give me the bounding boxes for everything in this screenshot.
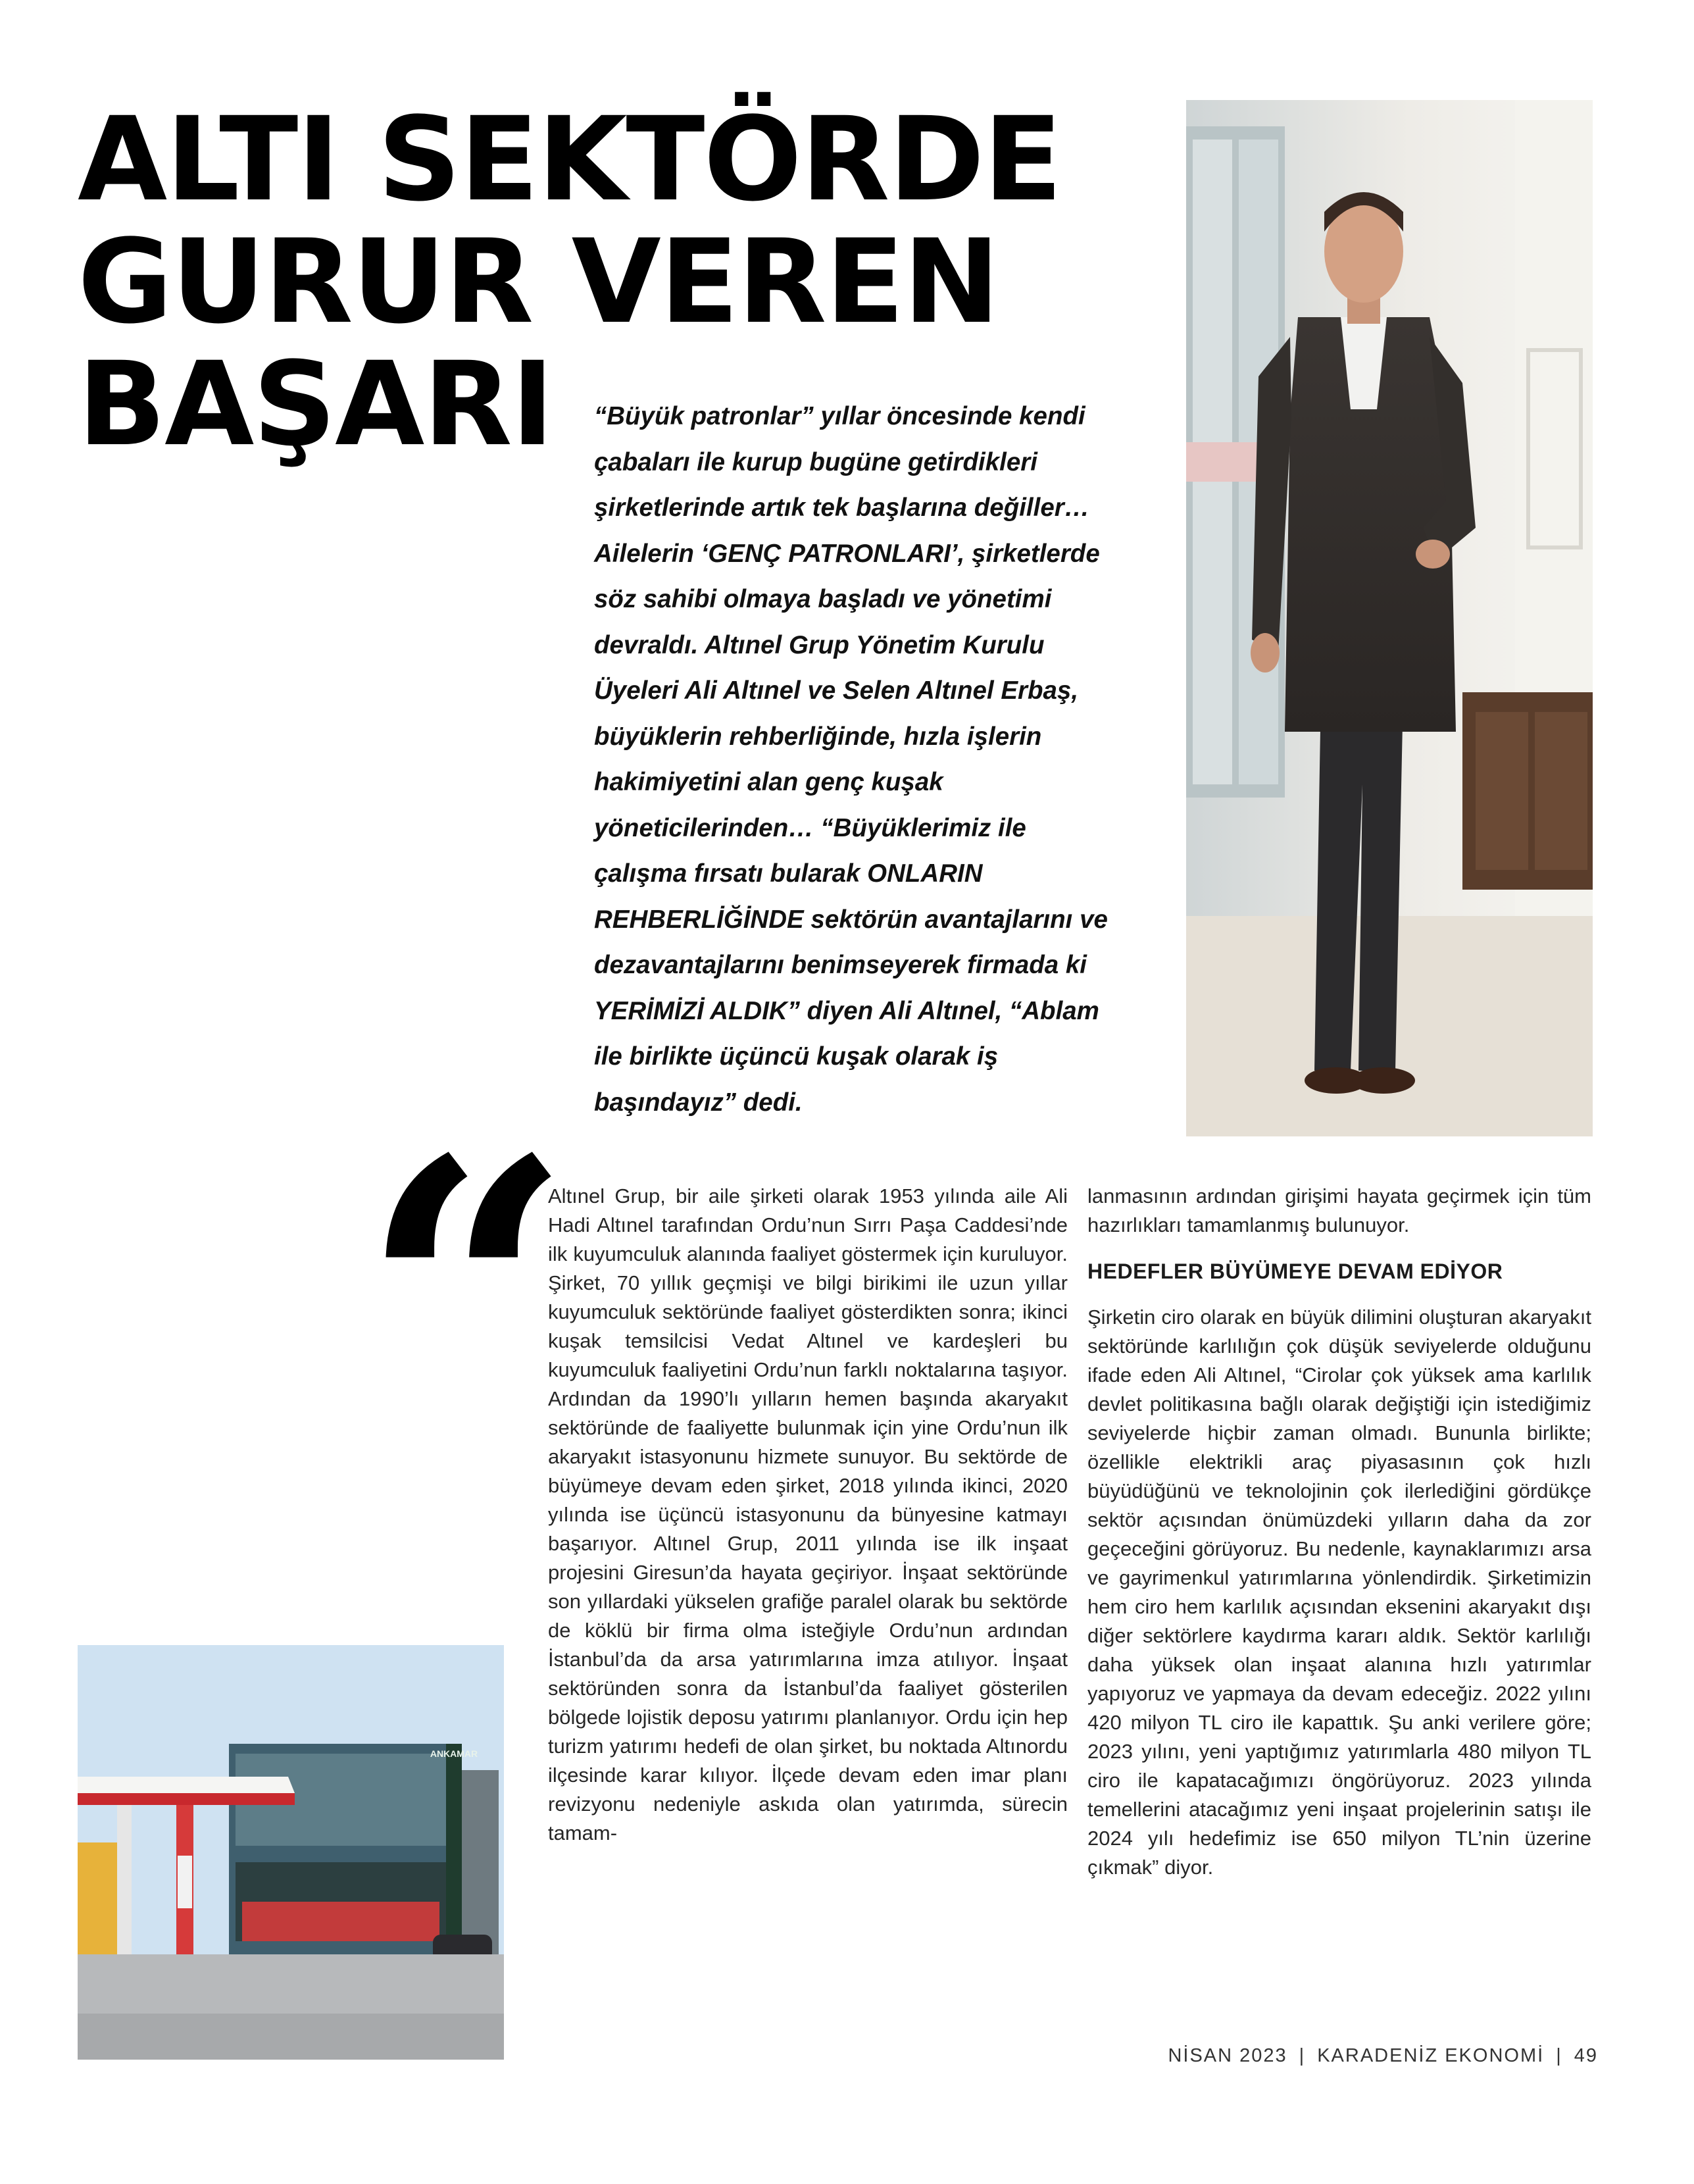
footer-separator: | [1556,2045,1562,2066]
gas-station-illustration [78,1645,504,2060]
body-column-1: Altınel Grup, bir aile şirketi olarak 1953 yılında aile Ali Hadi Altınel tarafından Ordu’nun Sırrı Paşa Caddesi’nde ilk kuyumculuk alanında faaliyet göstermek için kuruluyor. Şirket, 70 yıllık geçmişi ve bilgi birikimi ile uzun yıllar kuyumculuk sektöründe faaliyet gösterdikten sonra; ikinci kuşak temsilcisi Vedat Altınel ve kardeşleri bu kuyumculuk faaliyetini Ordu’nun farklı noktalarına taşıyor. Ardından da 1990’lı yılların hemen başında akaryakıt sektöründe de faaliyette bulunmak için yine Ordu’nun ilk akaryakıt istasyonunu hizmete sunuyor. Bu sektörde de büyümeye devam eden şirket, 2018 yılında ikinci, 2020 yılında ise üçüncü istasyonunu da bünyesine katmayı başarıyor. Altınel Grup, 2011 yılında ise ilk inşaat projesini Giresun’da hayata geçiriyor. İnşaat sektöründe son yıllardaki yükselen grafiğe paralel olarak bu sektörde de köklü bir firma olma isteğiyle Ordu’nun ardından İstanbul’da da arsa yatırımlarına imza atılıyor. İnşaat sektöründen sonra da İstanbul’da faaliyet gösterilen bölgede lojistik deposu yatırımı planlanıyor. Ordu için hep turizm yatırımı hedefi de olan şirket, bu noktada Altınordu ilçesinde karar kılıyor. İlçede devam eden imar planı revizyonu nedeniyle askıda olan yatırımda, sürecin tamam- [548,1184,1068,1844]
station-sign-text: ANKAMAR [430,1748,478,1759]
footer-separator: | [1299,2045,1306,2066]
body-column-2-continuation: lanmasının ardından girişimi hayata geçirmek için tüm hazırlıkları tamamlanmış bulunuyor. [1087,1184,1591,1236]
portrait-photo [1186,100,1593,1136]
article-intro: “Büyük patronlar” yıllar öncesinde kendi çabaları ile kurup bugüne getirdikleri şirketlerinde artık tek başlarına değiller… Ailelerin ‘GENÇ PATRONLARI’, şirketlerde söz sahibi olmaya başladı ve yönetimi devraldı. Altınel Grup Yönetim Kurulu Üyeleri Ali Altınel ve Selen Altınel Erbaş, büyüklerin rehberliğinde, hızla işlerin hakimiyetini alan genç kuşak yöneticilerinden… “Büyüklerimiz ile çalışma fırsatı bularak ONLARIN REHBERLİĞİNDE sektörün avantajlarını ve dezavantajlarını benimseyerek firmada ki YERİMİZİ ALDIK” diyen Ali Altınel, “Ablam ile birlikte üçüncü kuşak olarak iş başındayız” dedi. [594,402,1108,1117]
portrait-illustration [1186,100,1593,1136]
body-column-2-paragraph: Şirketin ciro olarak en büyük dilimini oluşturan akaryakıt sektöründe karlılığın çok düşük seviyelerde olduğunu ifade eden Ali Altınel, “Cirolar çok yüksek ama karlılık devlet politikasına bağlı olarak değiştiği için istediğimiz seviyelerde hiçbir zaman olmadı. Bununla birlikte; özellikle elektrikli araç piyasasının çok hızlı büyüdüğünü ve teknolojinin çok ilerlediğini gördükçe sektör açısından önümüzdeki yılların daha da zor geçeceğini görüyoruz. Bu nedenle, kaynaklarımızı arsa ve gayrimenkul yatırımlarına yönlendirdik. Şirketimizin hem ciro hem karlılık açısından eksenini akaryakıt dışı diğer sektörlere kaydırma kararı aldık. Sektör karlılığı daha yüksek olan inşaat alanına hızlı yatırımlar yapıyoruz ve yapmaya da devam edeceğiz. 2022 yılını 420 milyon TL ciro ile kapattık. Şu anki verilere göre; 2023 yılını, yeni yaptığımız yatırımlarla 480 milyon TL ciro ile kapatacağımızı öngörüyoruz. 2023 yılında temellerini atacağımız yeni inşaat projelerinin satışı ile 2024 yılı hedefimiz ise 650 milyon TL’nin üzerine çıkmak” diyor. [1087,1306,1591,1879]
section-subheading: HEDEFLER BÜYÜMEYE DEVAM EDİYOR [1087,1259,1503,1283]
gas-station-photo [78,1645,504,2060]
article-headline: ALTI SEKTÖRDE GURUR VEREN BAŞARI [78,92,1061,472]
body-column-2 [1087,1182,1591,1882]
footer-magazine: KARADENİZ EKONOMİ [1317,2045,1545,2066]
quote-mark-icon: “ [361,1080,573,1513]
footer-issue: NİSAN 2023 [1168,2045,1287,2066]
page-footer [1168,2045,1598,2067]
footer-page-number: 49 [1574,2045,1598,2066]
